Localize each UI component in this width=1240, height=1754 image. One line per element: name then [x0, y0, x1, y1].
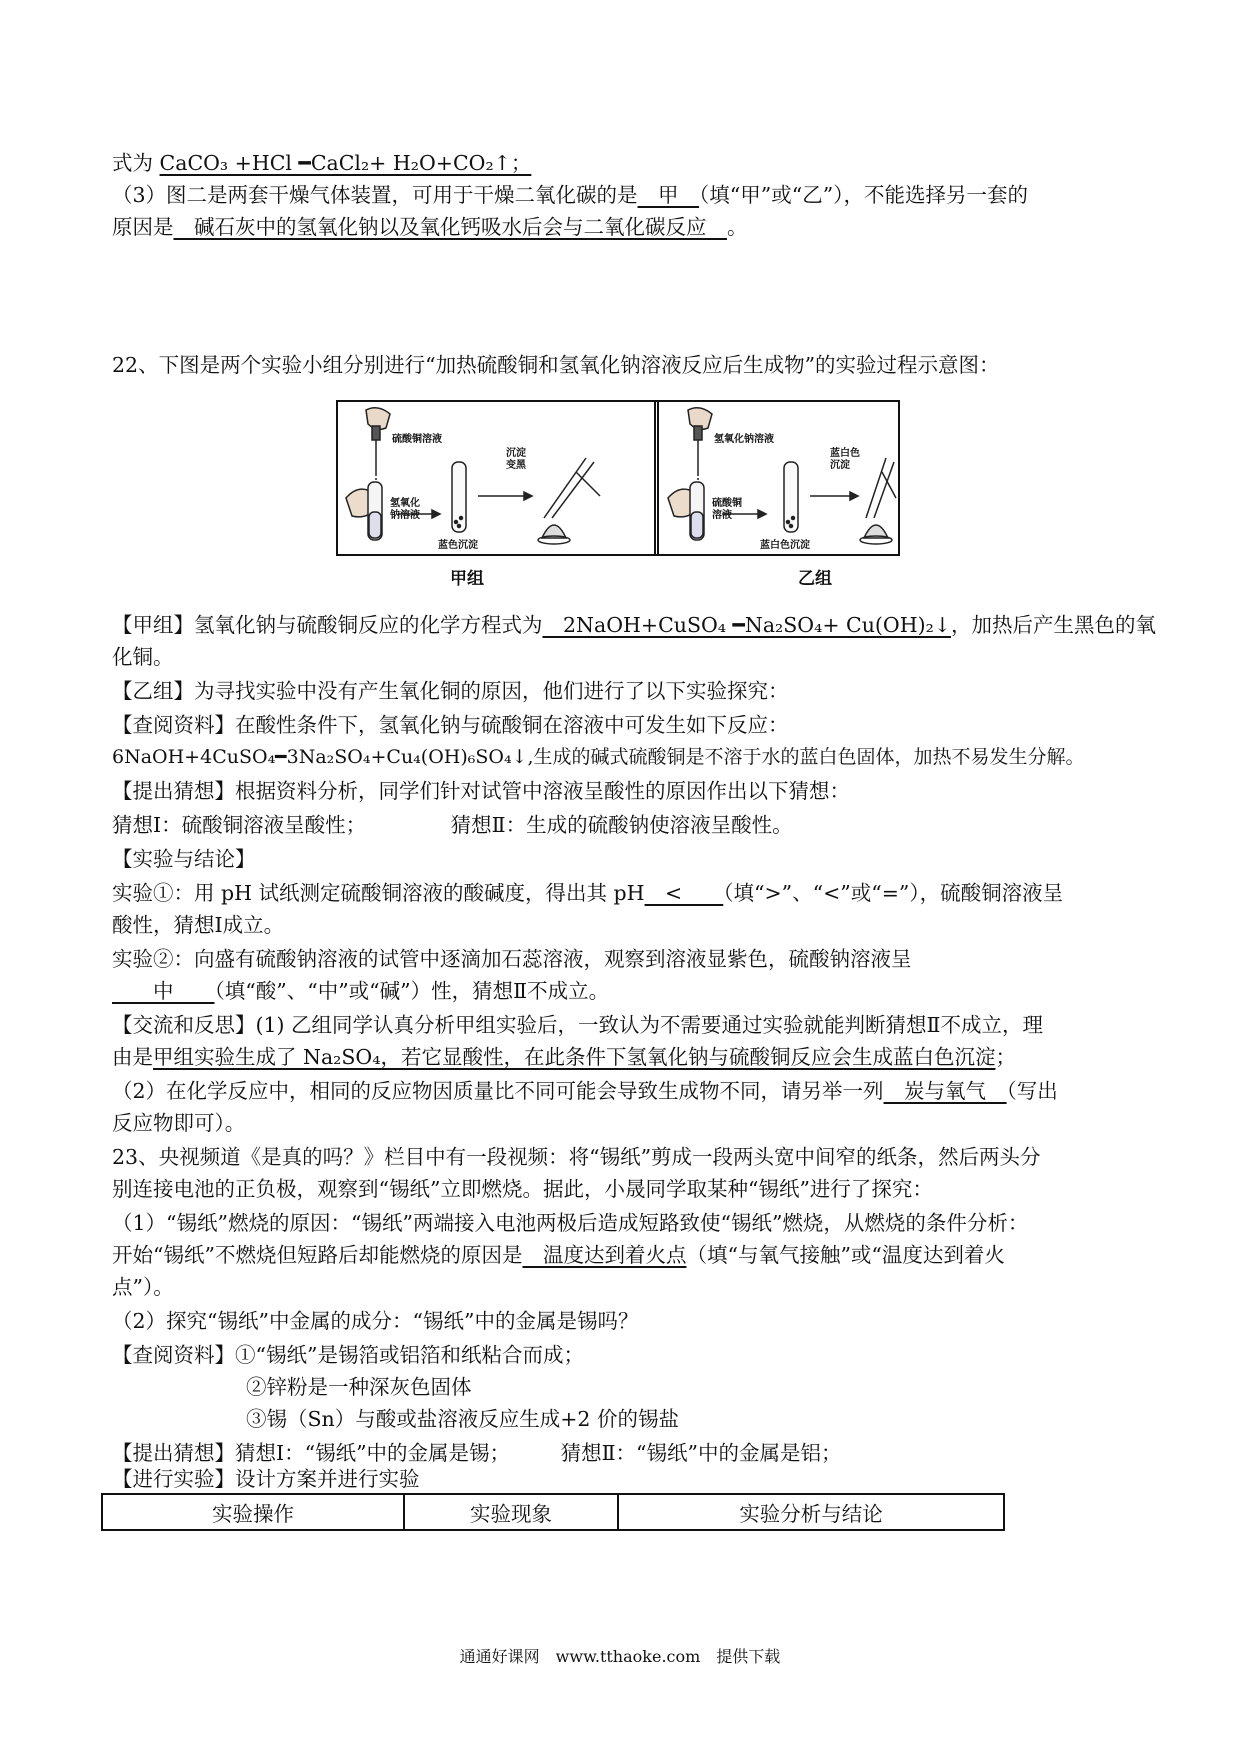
- yi-tube-label: 硫酸铜溶液: [712, 498, 742, 521]
- jia-suffix: ，加热后产生黑色的氧: [950, 613, 1156, 637]
- q23-exp-line: 【进行实验】设计方案并进行实验: [112, 1467, 420, 1491]
- q23-answer: 温度达到着火点: [522, 1243, 687, 1267]
- q22-reflection-2: [112, 1076, 1142, 1106]
- table-header-operation: 实验操作: [102, 1494, 404, 1530]
- q22-guesses: [112, 810, 1142, 840]
- q23-line-2: 别连接电池的正负极，观察到“锡纸”立即燃烧。据此，小晟同学取某种“锡纸”进行了探究：: [112, 1177, 933, 1201]
- guess-2: 猜想Ⅱ：生成的硫酸钠使溶液呈酸性。: [450, 813, 793, 837]
- jia-tube-label: 氢氧化钠溶液: [390, 498, 420, 521]
- q22-ref-line: 【查阅资料】在酸性条件下，氢氧化钠与硫酸铜在溶液中可发生如下反应：: [112, 713, 789, 737]
- jia-equation: 2NaOH+CuSO₄ ━Na₂SO₄+ Cu(OH)₂↓: [542, 613, 951, 637]
- q21-line-2: [112, 180, 1142, 210]
- q22-jia-line: [112, 610, 1156, 640]
- q22-exp2: 实验②：向盛有硫酸钠溶液的试管中逐滴加石蕊溶液，观察到溶液显紫色，硫酸钠溶液呈: [112, 947, 912, 971]
- q23-l4-prefix: 开始“锡纸”不燃烧但短路后却能燃烧的原因是: [112, 1243, 523, 1267]
- exp1-suffix: （填“>”、“<”或“=”），硫酸铜溶液呈: [723, 881, 1064, 905]
- yi-group-label: 乙组: [798, 569, 832, 589]
- experiment-table: [101, 1493, 1005, 1531]
- q22-reflection-1: 【交流和反思】(1) 乙组同学认真分析甲组实验后，一致认为不需要通过实验就能判断猜想Ⅱ不成立，理: [112, 1013, 1043, 1037]
- q23-line-5: 点”）。: [112, 1275, 174, 1299]
- jia-precipitate-tube-icon: [452, 462, 466, 532]
- jia-prefix: 【甲组】氢氧化钠与硫酸铜反应的化学方程式为: [112, 613, 543, 637]
- q22-exp2-line-2: [112, 976, 1142, 1006]
- q23-ref-2: ②锌粉是一种深灰色固体: [246, 1375, 472, 1399]
- yi-hand-tube-icon: [668, 482, 704, 540]
- yi-arrow-2-icon: [810, 492, 858, 500]
- q22-reflection-2b: 反应物即可）。: [112, 1111, 246, 1135]
- q22-yi-line: 【乙组】为寻找实验中没有产生氧化铜的原因，他们进行了以下实验探究：: [112, 679, 789, 703]
- experiment-illustration: [338, 402, 898, 554]
- q23-line-6: （2）探究“锡纸”中金属的成分：“锡纸”中的金属是锡吗？: [112, 1309, 639, 1333]
- q22-ref-equation: 6NaOH+4CuSO₄━3Na₂SO₄+Cu₄(OH)₆SO₄↓,生成的碱式硫酸铜是不溶于水的蓝白色固体，加热不易发生分解。: [112, 746, 1085, 768]
- refl-suffix: ；: [995, 1045, 1016, 1069]
- jia-group-label: 甲组: [450, 569, 484, 589]
- exp2-answer: 中: [112, 979, 215, 1003]
- q23-line-1: 23、央视频道《是真的吗？》栏目中有一段视频：将“锡纸”剪成一段两头宽中间窄的纸条，然后两头分: [112, 1145, 1041, 1169]
- q21-l3-suffix: 。: [727, 215, 748, 239]
- q21-l2-prefix: （3）图二是两套干燥气体装置，可用于干燥二氧化碳的是: [112, 183, 638, 207]
- q23-ref-3: ③锡（Sn）与酸或盐溶液反应生成+2 价的锡盐: [246, 1407, 679, 1431]
- q21-l1-prefix: 式为: [112, 151, 153, 175]
- exp1-prefix: 实验①：用 pH 试纸测定硫酸铜溶液的酸碱度，得出其 pH: [112, 881, 645, 905]
- q23-line-4: [112, 1240, 1142, 1270]
- q23-line-3: （1）“锡纸”燃烧的原因：“锡纸”两端接入电池两极后造成短路致使“锡纸”燃烧，从燃烧的条件分析：: [112, 1211, 1029, 1235]
- q22-reflection-1b: [112, 1042, 1142, 1072]
- jia-hand-tube-icon: [346, 482, 382, 540]
- q23-l4-suffix: （填“与氧气接触”或“温度达到着火: [686, 1243, 1005, 1267]
- refl-answer: 甲组实验生成了 Na₂SO₄，若它显酸性，在此条件下氢氧化钠与硫酸铜反应会生成蓝白色沉淀: [153, 1045, 996, 1069]
- table-header-conclusion: 实验分析与结论: [618, 1494, 1004, 1530]
- table-header-row: [102, 1494, 1004, 1530]
- q22-intro: 22、下图是两个实验小组分别进行“加热硫酸铜和氢氧化钠溶液反应后生成物”的实验过程示意图：: [112, 353, 1000, 377]
- q21-answer-reason: 碱石灰中的氢氧化钠以及氧化钙吸水后会与二氧化碳反应: [173, 215, 727, 239]
- refl2-prefix: （2）在化学反应中，相同的反应物因质量比不同可能会导致生成物不同，请另举一列: [112, 1079, 884, 1103]
- yi-heat-label: 蓝白色沉淀: [830, 448, 860, 471]
- q23-guess-1: 【提出猜想】猜想Ⅰ：“锡纸”中的金属是锡；: [112, 1441, 511, 1465]
- q23-guess-2: 猜想Ⅱ：“锡纸”中的金属是铝；: [560, 1441, 842, 1465]
- yi-precipitate-label: 蓝白色沉淀: [760, 540, 810, 551]
- refl2-answer: 炭与氧气: [883, 1079, 1007, 1103]
- refl-prefix: 由是: [112, 1045, 153, 1069]
- q21-equation: CaCO₃ +HCl ━CaCl₂+ H₂O+CO₂↑；: [159, 151, 532, 175]
- table-header-phenomenon: 实验现象: [404, 1494, 618, 1530]
- q22-guess-line: 【提出猜想】根据资料分析，同学们针对试管中溶液呈酸性的原因作出以下猜想：: [112, 779, 850, 803]
- refl2-suffix: （写出: [1006, 1079, 1058, 1103]
- q21-l3-prefix: 原因是: [112, 215, 174, 239]
- guess-1: 猜想Ⅰ：硫酸铜溶液呈酸性；: [112, 813, 367, 837]
- experiment-figure: [336, 400, 900, 556]
- q22-exp1: [112, 878, 1142, 908]
- yi-precipitate-tube-icon: [784, 462, 798, 532]
- q21-line-3: [112, 212, 1142, 242]
- jia-heating-icon: [538, 458, 600, 544]
- q21-l2-suffix: （填“甲”或“乙”），不能选择另一套的: [699, 183, 1028, 207]
- q22-exp-title: 【实验与结论】: [112, 847, 256, 871]
- jia-precipitate-label: 蓝色沉淀: [438, 540, 478, 551]
- exp2-suffix: （填“酸”、“中”或“碱”）性，猜想Ⅱ不成立。: [214, 979, 610, 1003]
- jia-heat-label: 沉淀变黑: [506, 448, 526, 471]
- q21-answer-jia: 甲: [637, 183, 700, 207]
- yi-dropper-icon: [688, 408, 712, 480]
- q22-jia-line-2: 化铜。: [112, 645, 174, 669]
- jia-dropper-icon: [366, 408, 390, 480]
- jia-drop-label: 硫酸铜溶液: [392, 434, 442, 445]
- jia-arrow-2-icon: [478, 492, 532, 500]
- q22-exp1-line-2: 酸性，猜想Ⅰ成立。: [112, 913, 285, 937]
- q21-line-1: [112, 148, 1142, 178]
- q23-ref-1: 【查阅资料】①“锡纸”是锡箔或铝箔和纸粘合而成；: [112, 1343, 584, 1367]
- yi-drop-label: 氢氧化钠溶液: [714, 434, 774, 445]
- exp1-answer: <: [644, 881, 724, 905]
- page-footer: 通通好课网 www.tthaoke.com 提供下载: [459, 1647, 781, 1666]
